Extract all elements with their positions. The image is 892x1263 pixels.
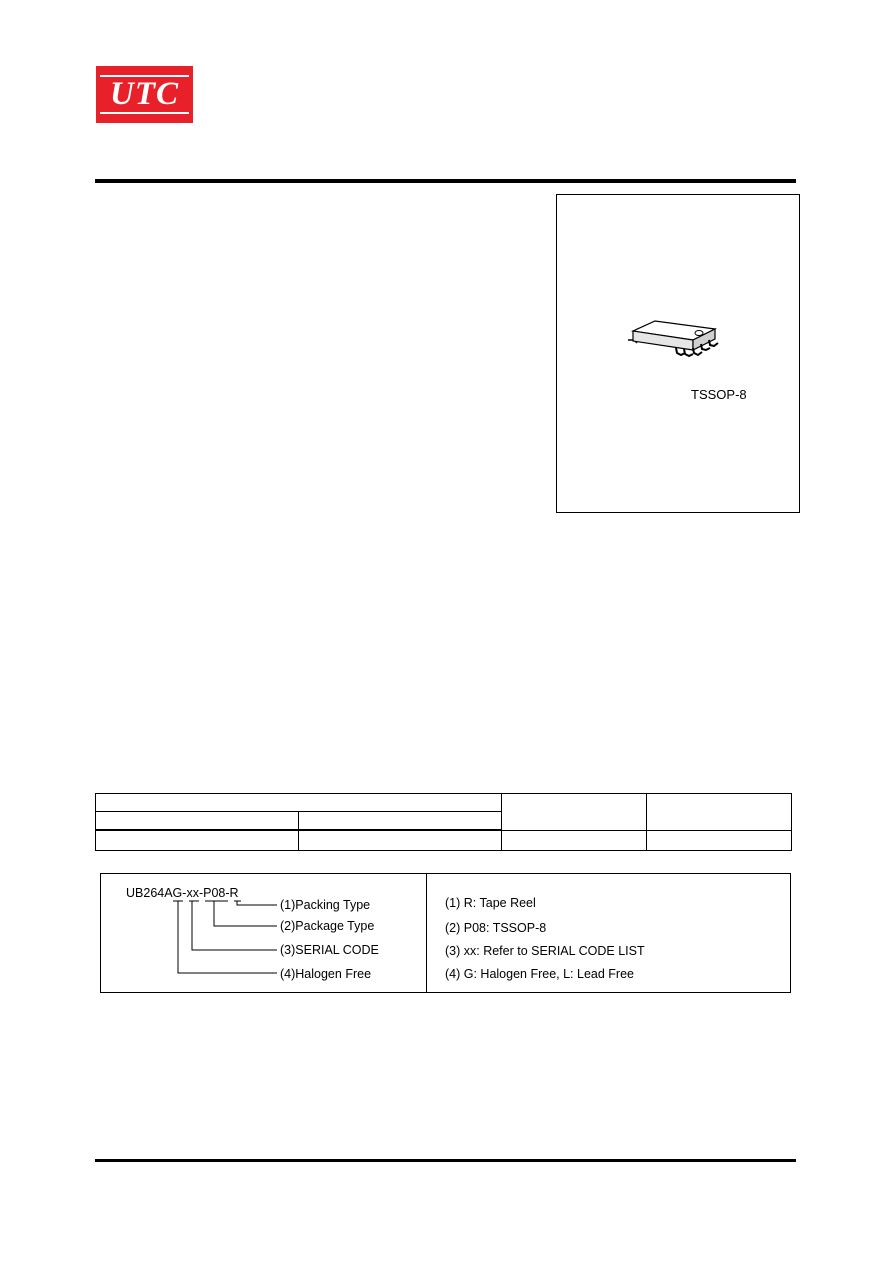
table-cell — [299, 830, 502, 851]
table-row — [96, 794, 792, 812]
description-halogen-free: (4) G: Halogen Free, L: Lead Free — [445, 967, 634, 981]
ordering-information-table — [95, 793, 792, 851]
utc-logo-text: UTC — [110, 76, 179, 112]
table-cell — [96, 830, 299, 851]
package-box — [556, 194, 800, 513]
tssop-8-package-icon — [625, 319, 721, 363]
table-header-cell — [299, 812, 502, 831]
footer-rule — [95, 1159, 796, 1162]
table-header-cell — [647, 794, 792, 831]
legend-serial-code: (3)SERIAL CODE — [280, 943, 379, 957]
part-numbering-box — [100, 873, 791, 993]
description-packing-type: (1) R: Tape Reel — [445, 896, 536, 910]
utc-logo — [96, 66, 193, 123]
legend-halogen-free: (4)Halogen Free — [280, 967, 372, 981]
legend-packing-type: (1)Packing Type — [280, 898, 371, 912]
legend-package-type: (2)Package Type — [280, 919, 375, 933]
utc-logo-frame — [100, 75, 189, 114]
part-number-code: UB264AG-xx-P08-R — [126, 886, 239, 900]
table-header-cell — [502, 794, 647, 831]
table-header-cell — [96, 794, 502, 812]
package-label: TSSOP-8 — [691, 387, 747, 402]
table-cell — [502, 830, 647, 851]
table-row — [96, 830, 792, 851]
description-package-type: (2) P08: TSSOP-8 — [445, 921, 547, 935]
part-numbering-divider — [426, 874, 427, 992]
header-rule — [95, 179, 796, 183]
table-cell — [647, 830, 792, 851]
description-serial-code: (3) xx: Refer to SERIAL CODE LIST — [445, 944, 645, 958]
table-header-cell — [96, 812, 299, 831]
